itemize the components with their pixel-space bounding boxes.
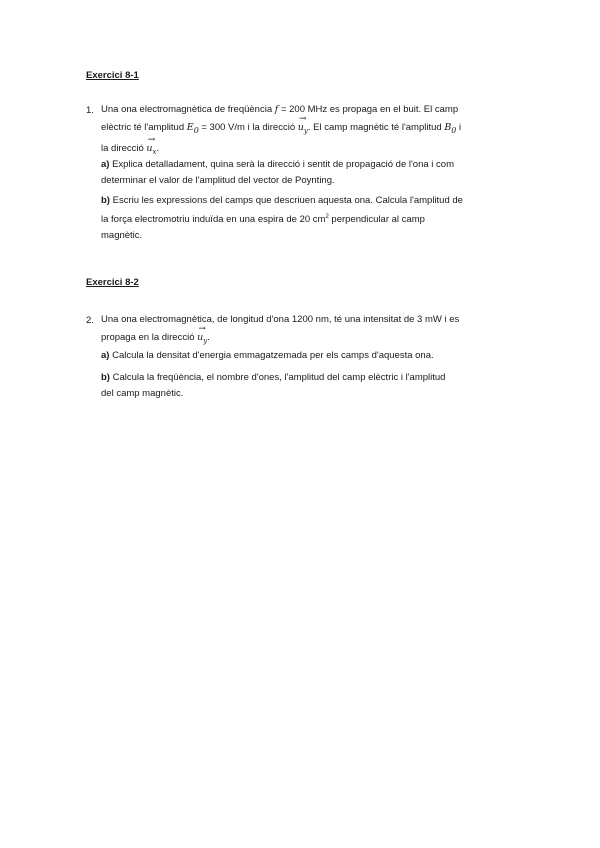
exercise-1-part-b: b) Escriu les expressions del camps que descriuen aquesta ona. Calcula l'amplitud de la força electromotriu induïda en una espira de 20 $cm^2$ perpendicular al camp magnètic.: [101, 195, 463, 242]
unit-vector-y: → $u_y$: [197, 324, 208, 345]
unit-vector-x: → $u_x$: [146, 134, 157, 156]
exercise-2-part-a: a) Calcula la densitat d'energia emmagatzemada per els camps d'aquesta ona.: [101, 350, 434, 361]
exercise-2-title: Exercici 8-2: [86, 277, 139, 288]
exercise-2-number: 2.: [86, 315, 94, 326]
exercise-1-number: 1.: [86, 105, 94, 116]
exercise-2-statement: Una ona electromagnètica, de longitud d'ona 1200 nm, té una intensitat de 3 mW i es propaga en la direcció → $u_y$.: [101, 312, 501, 349]
exercise-1-title: Exercici 8-1: [86, 70, 139, 81]
exercise-2-part-b: b) Calcula la freqüència, el nombre d'ones, l'amplitud del camp elèctric i l'amplitud del camp magnètic.: [101, 372, 446, 399]
exercise-1-statement: Una ona electromagnètica de freqüència f = 200 MHz es propaga en el buit. El camp elèctric té l'amplitud $E_0 = 300$ V/m i la direcció → $u_y$. El camp magnètic té l'amplitud $B_0$ i la direcció → $u_x$.: [101, 102, 501, 160]
exercise-1-part-a: a) Explica detalladament, quina serà la direcció i sentit de propagació de l'ona i com determinar el valor de l'amplitud del vector de Poynting.: [101, 159, 454, 186]
unit-vector-y: → $u_y$: [297, 114, 308, 135]
